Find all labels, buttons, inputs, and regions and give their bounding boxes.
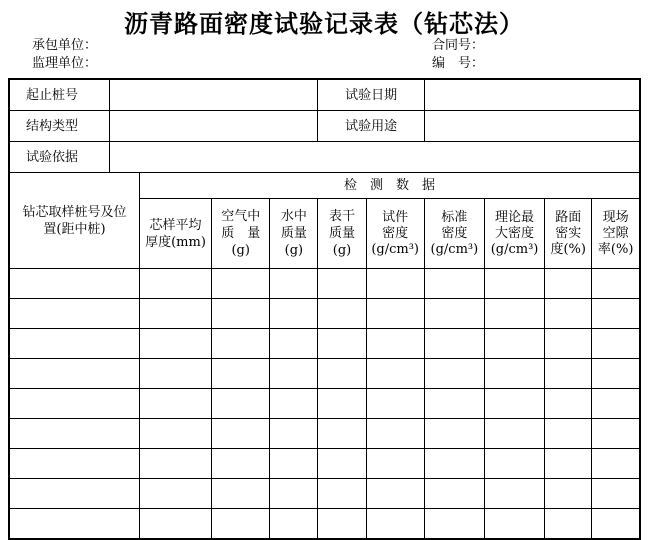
col-theoretical-max-density: 理论最 大密度 (g/cm³) bbox=[484, 199, 544, 269]
data-cell[interactable] bbox=[424, 359, 484, 389]
data-cell[interactable] bbox=[592, 329, 640, 359]
data-row bbox=[9, 269, 640, 299]
data-cell[interactable] bbox=[270, 269, 318, 299]
data-row bbox=[9, 479, 640, 509]
data-cell[interactable] bbox=[484, 389, 544, 419]
data-cell[interactable] bbox=[270, 479, 318, 509]
data-cell[interactable] bbox=[366, 299, 424, 329]
info-row-1 bbox=[9, 79, 640, 111]
data-cell[interactable] bbox=[366, 509, 424, 539]
data-cell[interactable] bbox=[366, 329, 424, 359]
col-saturated-surface-dry-mass: 表干 质量 (g) bbox=[318, 199, 366, 269]
data-cell[interactable] bbox=[545, 269, 592, 299]
data-cell[interactable] bbox=[366, 419, 424, 449]
data-cell[interactable] bbox=[270, 509, 318, 539]
contractor-label: 承包单位： bbox=[32, 38, 98, 53]
data-cell[interactable] bbox=[212, 419, 270, 449]
data-cell[interactable] bbox=[484, 479, 544, 509]
data-cell[interactable] bbox=[424, 329, 484, 359]
page-title: 沥青路面密度试验记录表（钻芯法） bbox=[124, 10, 524, 38]
data-cell[interactable] bbox=[270, 329, 318, 359]
data-cell[interactable] bbox=[484, 419, 544, 449]
data-cell[interactable] bbox=[139, 419, 211, 449]
col-field-void-ratio: 现场 空隙 率(%) bbox=[592, 199, 640, 269]
data-rows bbox=[9, 269, 640, 539]
data-row bbox=[9, 419, 640, 449]
meta-right bbox=[432, 37, 484, 73]
col-specimen-density: 试件 密度 (g/cm³) bbox=[366, 199, 424, 269]
info-row-2 bbox=[9, 111, 640, 142]
data-cell[interactable] bbox=[318, 449, 366, 479]
structure-type-label: 结构类型 bbox=[9, 111, 109, 142]
data-cell[interactable] bbox=[545, 389, 592, 419]
data-cell[interactable] bbox=[484, 359, 544, 389]
data-row bbox=[9, 329, 640, 359]
col-mass-in-air: 空气中 质 量 (g) bbox=[212, 199, 270, 269]
core-station-cell[interactable] bbox=[9, 359, 139, 389]
data-cell[interactable] bbox=[592, 269, 640, 299]
core-station-cell[interactable] bbox=[9, 329, 139, 359]
data-cell[interactable] bbox=[212, 479, 270, 509]
serial-no-label: 编 号： bbox=[432, 56, 485, 71]
data-cell[interactable] bbox=[212, 299, 270, 329]
data-cell[interactable] bbox=[212, 509, 270, 539]
data-cell[interactable] bbox=[212, 449, 270, 479]
meta-left bbox=[32, 37, 97, 73]
data-cell[interactable] bbox=[139, 509, 211, 539]
supervisor-label: 监理单位： bbox=[32, 56, 98, 71]
core-station-cell[interactable] bbox=[9, 419, 139, 449]
data-cell[interactable] bbox=[484, 329, 544, 359]
data-cell[interactable] bbox=[318, 359, 366, 389]
data-cell[interactable] bbox=[270, 449, 318, 479]
data-cell[interactable] bbox=[592, 419, 640, 449]
structure-type-value[interactable] bbox=[109, 111, 318, 142]
test-purpose-label: 试验用途 bbox=[318, 111, 424, 142]
data-cell[interactable] bbox=[424, 479, 484, 509]
core-station-cell[interactable] bbox=[9, 479, 139, 509]
col-compaction-degree: 路面 密实 度(%) bbox=[545, 199, 592, 269]
core-station-header bbox=[9, 173, 139, 269]
data-cell[interactable] bbox=[592, 449, 640, 479]
data-cell[interactable] bbox=[545, 359, 592, 389]
data-row bbox=[9, 509, 640, 539]
test-data-header: 检 测 数 据 bbox=[139, 173, 640, 199]
test-date-label: 试验日期 bbox=[318, 79, 424, 111]
data-cell[interactable] bbox=[270, 389, 318, 419]
core-station-cell[interactable] bbox=[9, 449, 139, 479]
core-station-header-text: 钻芯取样桩号及位置(距中桩) bbox=[22, 204, 127, 237]
data-cell[interactable] bbox=[424, 269, 484, 299]
data-cell[interactable] bbox=[484, 299, 544, 329]
data-cell[interactable] bbox=[212, 359, 270, 389]
data-cell[interactable] bbox=[139, 449, 211, 479]
data-cell[interactable] bbox=[318, 389, 366, 419]
info-row-3 bbox=[9, 142, 640, 173]
data-cell[interactable] bbox=[545, 449, 592, 479]
data-cell[interactable] bbox=[270, 359, 318, 389]
data-cell[interactable] bbox=[318, 269, 366, 299]
data-cell[interactable] bbox=[366, 449, 424, 479]
data-cell[interactable] bbox=[366, 269, 424, 299]
record-table bbox=[8, 78, 641, 540]
data-cell[interactable] bbox=[139, 359, 211, 389]
data-cell[interactable] bbox=[139, 269, 211, 299]
data-cell[interactable] bbox=[212, 329, 270, 359]
data-cell[interactable] bbox=[545, 329, 592, 359]
data-row bbox=[9, 299, 640, 329]
data-cell[interactable] bbox=[424, 509, 484, 539]
data-row bbox=[9, 389, 640, 419]
data-cell[interactable] bbox=[592, 299, 640, 329]
data-row bbox=[9, 449, 640, 479]
core-station-cell[interactable] bbox=[9, 269, 139, 299]
data-cell[interactable] bbox=[270, 419, 318, 449]
data-cell[interactable] bbox=[545, 479, 592, 509]
data-cell[interactable] bbox=[545, 509, 592, 539]
core-station-cell[interactable] bbox=[9, 509, 139, 539]
col-mass-in-water: 水中 质量 (g) bbox=[270, 199, 318, 269]
contract-no-label: 合同号： bbox=[432, 38, 485, 53]
data-cell[interactable] bbox=[484, 509, 544, 539]
data-cell[interactable] bbox=[139, 299, 211, 329]
data-cell[interactable] bbox=[318, 299, 366, 329]
data-row bbox=[9, 359, 640, 389]
data-cell[interactable] bbox=[545, 419, 592, 449]
core-station-cell[interactable] bbox=[9, 389, 139, 419]
data-cell[interactable] bbox=[592, 359, 640, 389]
test-date-value[interactable] bbox=[424, 79, 640, 111]
data-cell[interactable] bbox=[592, 389, 640, 419]
data-cell[interactable] bbox=[318, 479, 366, 509]
data-cell[interactable] bbox=[424, 449, 484, 479]
data-cell[interactable] bbox=[139, 329, 211, 359]
data-cell[interactable] bbox=[484, 449, 544, 479]
data-cell[interactable] bbox=[424, 299, 484, 329]
data-cell[interactable] bbox=[366, 359, 424, 389]
data-cell[interactable] bbox=[212, 269, 270, 299]
group-header-row bbox=[9, 173, 640, 199]
start-end-station-label: 起止桩号 bbox=[9, 79, 109, 111]
data-cell[interactable] bbox=[424, 419, 484, 449]
test-basis-label: 试验依据 bbox=[9, 142, 109, 173]
data-cell[interactable] bbox=[484, 269, 544, 299]
test-basis-value[interactable] bbox=[109, 142, 640, 173]
data-cell[interactable] bbox=[318, 419, 366, 449]
start-end-station-value[interactable] bbox=[109, 79, 318, 111]
data-cell[interactable] bbox=[545, 299, 592, 329]
data-cell[interactable] bbox=[212, 389, 270, 419]
col-standard-density: 标准 密度 (g/cm³) bbox=[424, 199, 484, 269]
data-cell[interactable] bbox=[366, 389, 424, 419]
data-cell[interactable] bbox=[139, 479, 211, 509]
col-avg-thickness: 芯样平均 厚度(mm) bbox=[139, 199, 211, 269]
data-cell[interactable] bbox=[139, 389, 211, 419]
data-cell[interactable] bbox=[318, 329, 366, 359]
core-station-cell[interactable] bbox=[9, 299, 139, 329]
test-purpose-value[interactable] bbox=[424, 111, 640, 142]
data-cell[interactable] bbox=[366, 479, 424, 509]
data-cell[interactable] bbox=[592, 509, 640, 539]
data-cell[interactable] bbox=[592, 479, 640, 509]
data-cell[interactable] bbox=[424, 389, 484, 419]
data-cell[interactable] bbox=[318, 509, 366, 539]
data-cell[interactable] bbox=[270, 299, 318, 329]
